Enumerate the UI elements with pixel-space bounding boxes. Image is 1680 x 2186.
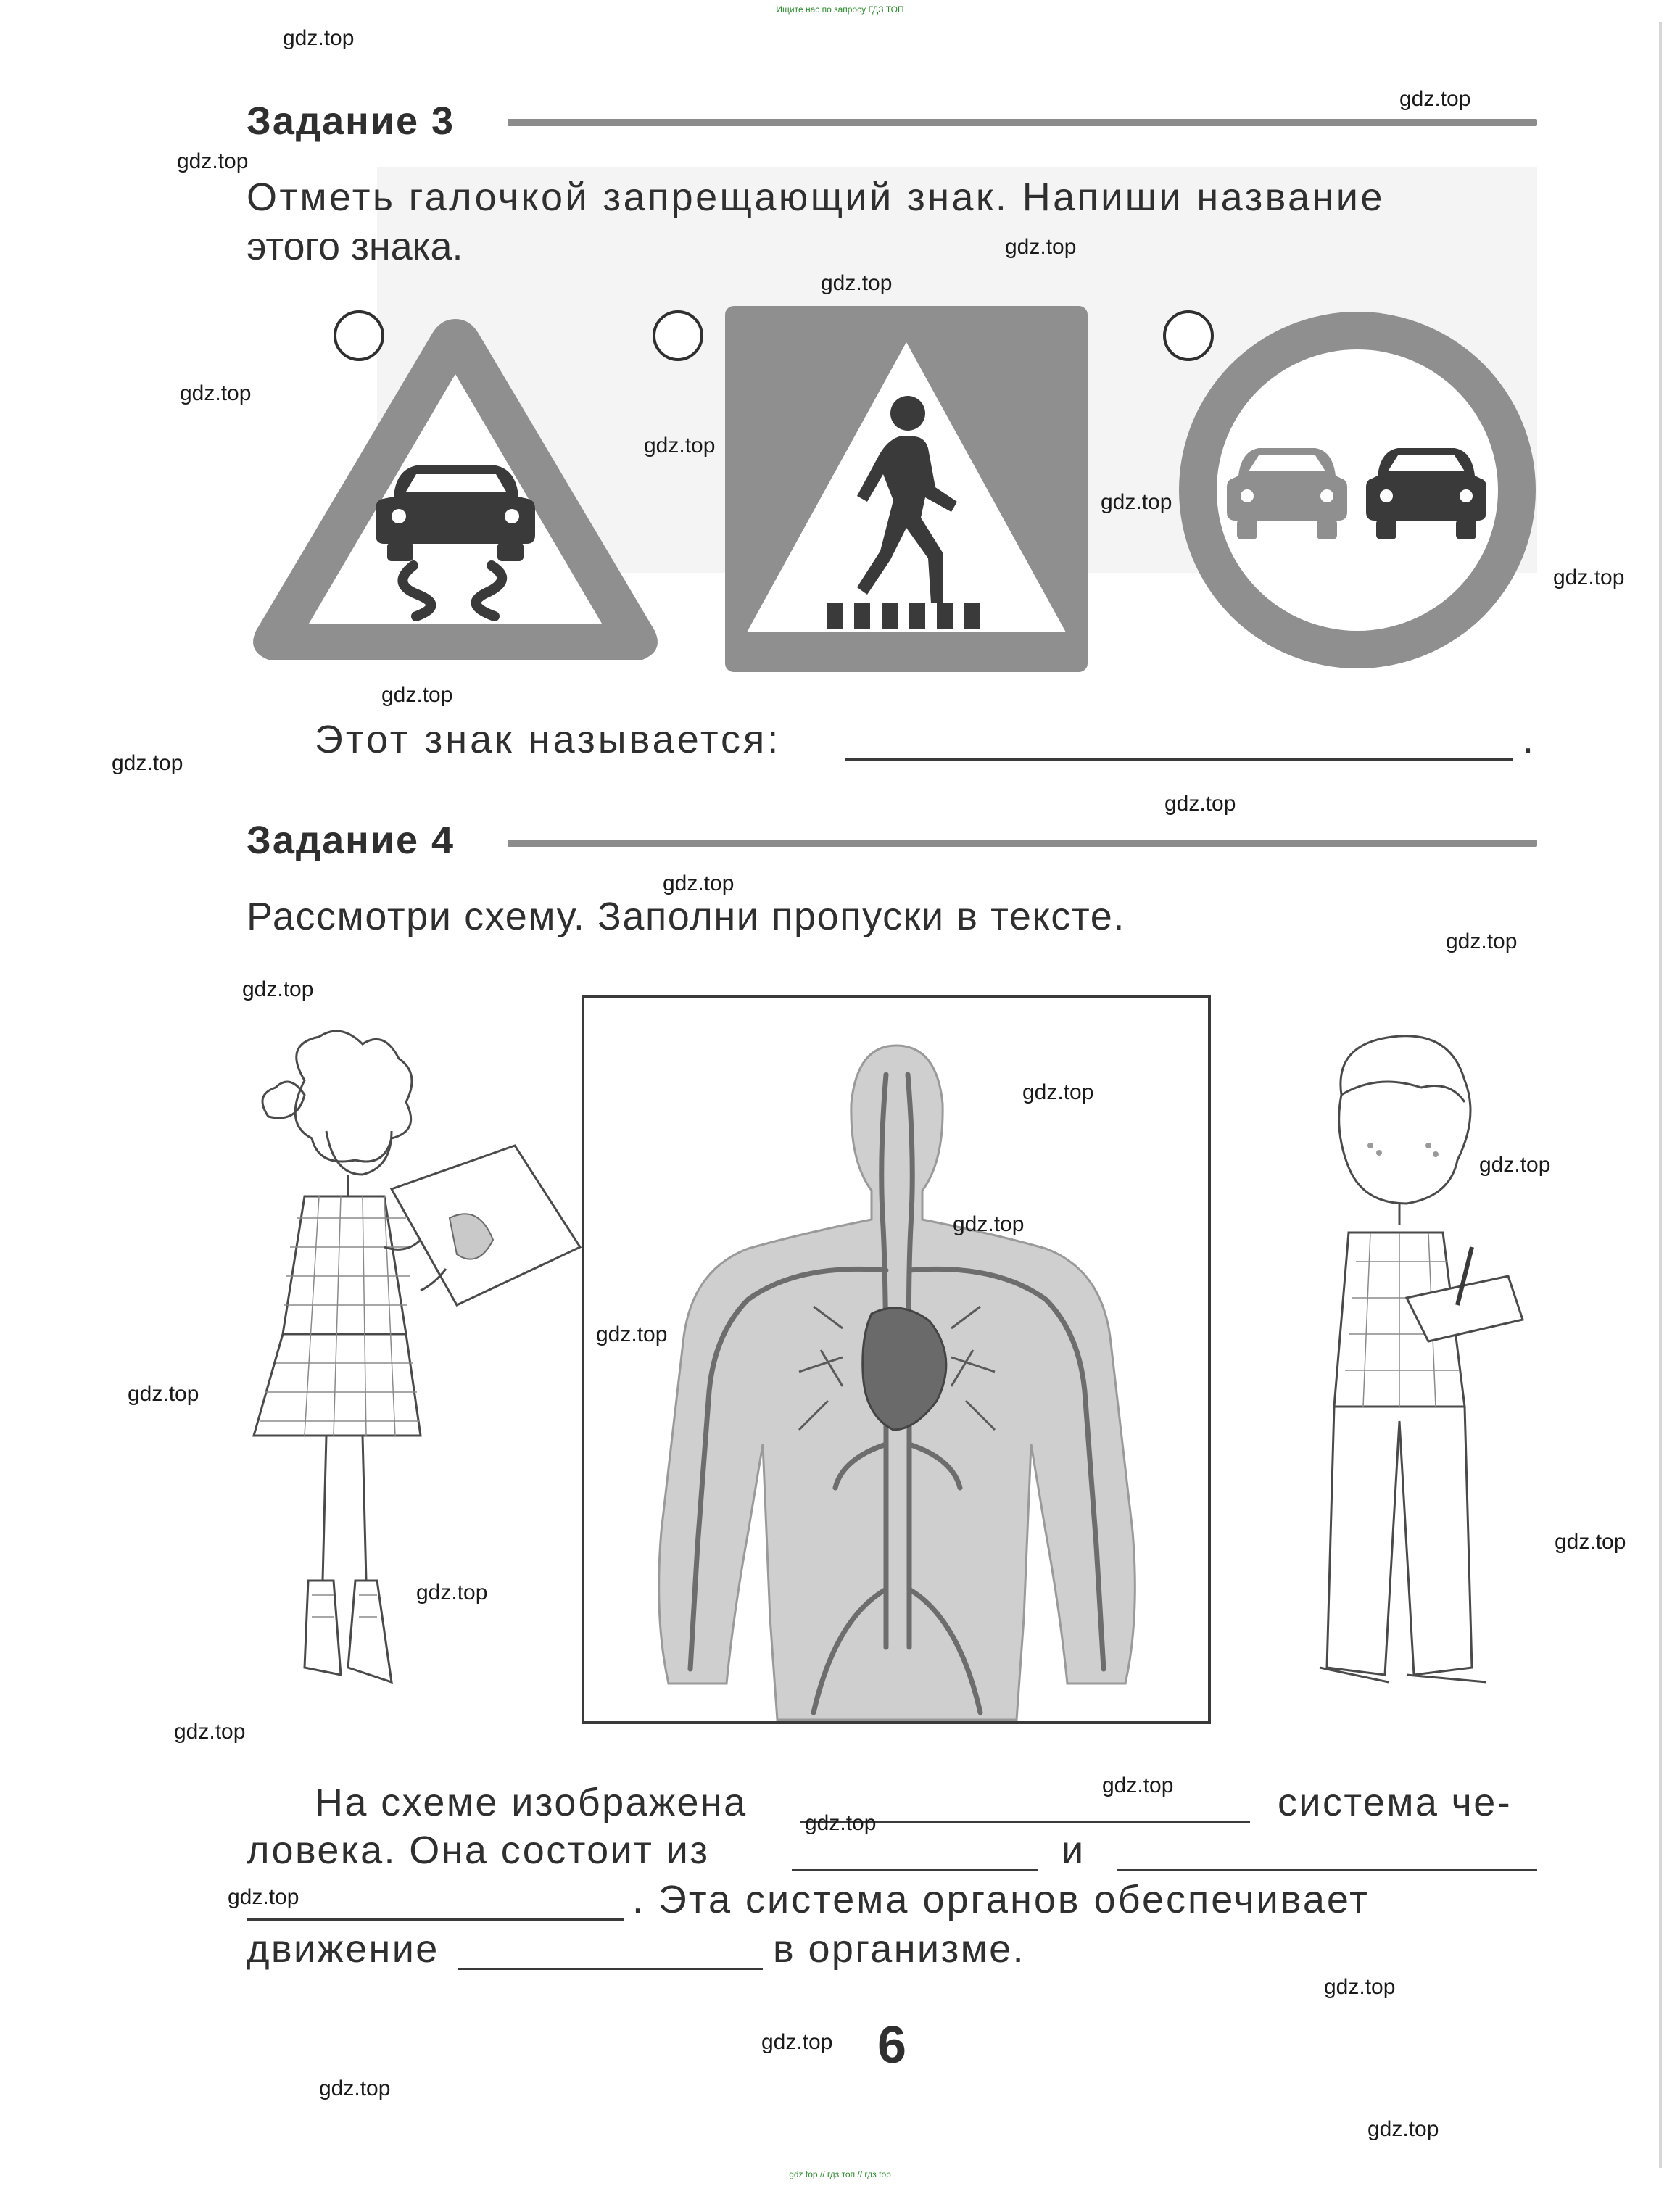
watermark: gdz.top bbox=[1446, 930, 1518, 953]
task3-instruction-line2: этого знака. bbox=[247, 225, 463, 268]
header-note: Ищите нас по запросу ГДЗ ТОП bbox=[776, 4, 904, 15]
watermark: gdz.top bbox=[180, 381, 252, 405]
footer-note: gdz top // гдз топ // гдз top bbox=[789, 2169, 891, 2179]
task3-answer-prefix: Этот знак называется: bbox=[315, 718, 782, 761]
fill-p4: и bbox=[1062, 1829, 1084, 1872]
watermark: gdz.top bbox=[112, 751, 183, 775]
task4-heading-rule bbox=[508, 840, 1537, 847]
fill-p5: . Эта система органов обеспечивает bbox=[632, 1878, 1370, 1921]
fill-p6: движение bbox=[247, 1927, 439, 1971]
task4-instruction: Рассмотри схему. Заполни пропуски в тексте. bbox=[247, 895, 1125, 938]
watermark: gdz.top bbox=[663, 871, 735, 895]
watermark: gdz.top bbox=[1005, 235, 1077, 259]
watermark: gdz.top bbox=[177, 149, 249, 173]
slippery-road-sign-icon bbox=[245, 305, 666, 674]
girl-illustration bbox=[239, 1030, 602, 1726]
watermark: gdz.top bbox=[761, 2030, 833, 2054]
watermark: gdz.top bbox=[805, 1811, 877, 1835]
task3-heading-rule bbox=[508, 119, 1537, 126]
watermark: gdz.top bbox=[242, 977, 314, 1001]
watermark: gdz.top bbox=[416, 1581, 488, 1605]
watermark: gdz.top bbox=[1479, 1153, 1551, 1177]
fill-p1: На схеме изображена bbox=[315, 1781, 748, 1824]
watermark: gdz.top bbox=[953, 1212, 1025, 1236]
sign2-checkbox[interactable] bbox=[653, 310, 703, 361]
watermark: gdz.top bbox=[381, 683, 453, 707]
watermark: gdz.top bbox=[1553, 566, 1625, 589]
watermark: gdz.top bbox=[1164, 792, 1236, 816]
page-number: 6 bbox=[877, 2016, 907, 2074]
no-overtaking-sign-icon bbox=[1178, 310, 1537, 670]
watermark: gdz.top bbox=[1102, 1773, 1174, 1797]
fill-blank-substance[interactable] bbox=[458, 1968, 763, 1970]
watermark: gdz.top bbox=[1399, 87, 1471, 111]
watermark: gdz.top bbox=[1324, 1975, 1396, 1999]
task4-heading: Задание 4 bbox=[247, 819, 455, 862]
fill-blank-part1[interactable] bbox=[792, 1869, 1038, 1871]
watermark: gdz.top bbox=[1022, 1080, 1094, 1104]
watermark: gdz.top bbox=[319, 2077, 391, 2100]
watermark: gdz.top bbox=[1101, 490, 1172, 514]
fill-p2: система че- bbox=[1278, 1781, 1513, 1824]
watermark: gdz.top bbox=[228, 1885, 299, 1909]
fill-blank-part2[interactable] bbox=[1117, 1869, 1537, 1871]
circulatory-system-schema bbox=[582, 995, 1211, 1724]
task3-answer-blank[interactable] bbox=[845, 758, 1513, 761]
watermark: gdz.top bbox=[596, 1322, 668, 1346]
pedestrian-crossing-sign-icon bbox=[725, 306, 1088, 672]
watermark: gdz.top bbox=[128, 1382, 199, 1406]
page-edge bbox=[1659, 22, 1662, 2168]
fill-p3: ловека. Она состоит из bbox=[247, 1829, 710, 1872]
watermark: gdz.top bbox=[283, 26, 355, 50]
boy-illustration bbox=[1291, 1030, 1595, 1711]
watermark: gdz.top bbox=[1367, 2117, 1439, 2141]
fill-p7: в организме. bbox=[773, 1927, 1026, 1971]
watermark: gdz.top bbox=[174, 1720, 246, 1744]
task3-answer-suffix: . bbox=[1523, 718, 1534, 761]
watermark: gdz.top bbox=[644, 434, 716, 458]
task3-instruction-line1: Отметь галочкой запрещающий знак. Напиши название bbox=[247, 175, 1385, 219]
task3-heading: Задание 3 bbox=[247, 99, 455, 143]
fill-blank-part2-cont[interactable] bbox=[247, 1918, 624, 1921]
watermark: gdz.top bbox=[821, 271, 893, 295]
watermark: gdz.top bbox=[1555, 1530, 1626, 1554]
